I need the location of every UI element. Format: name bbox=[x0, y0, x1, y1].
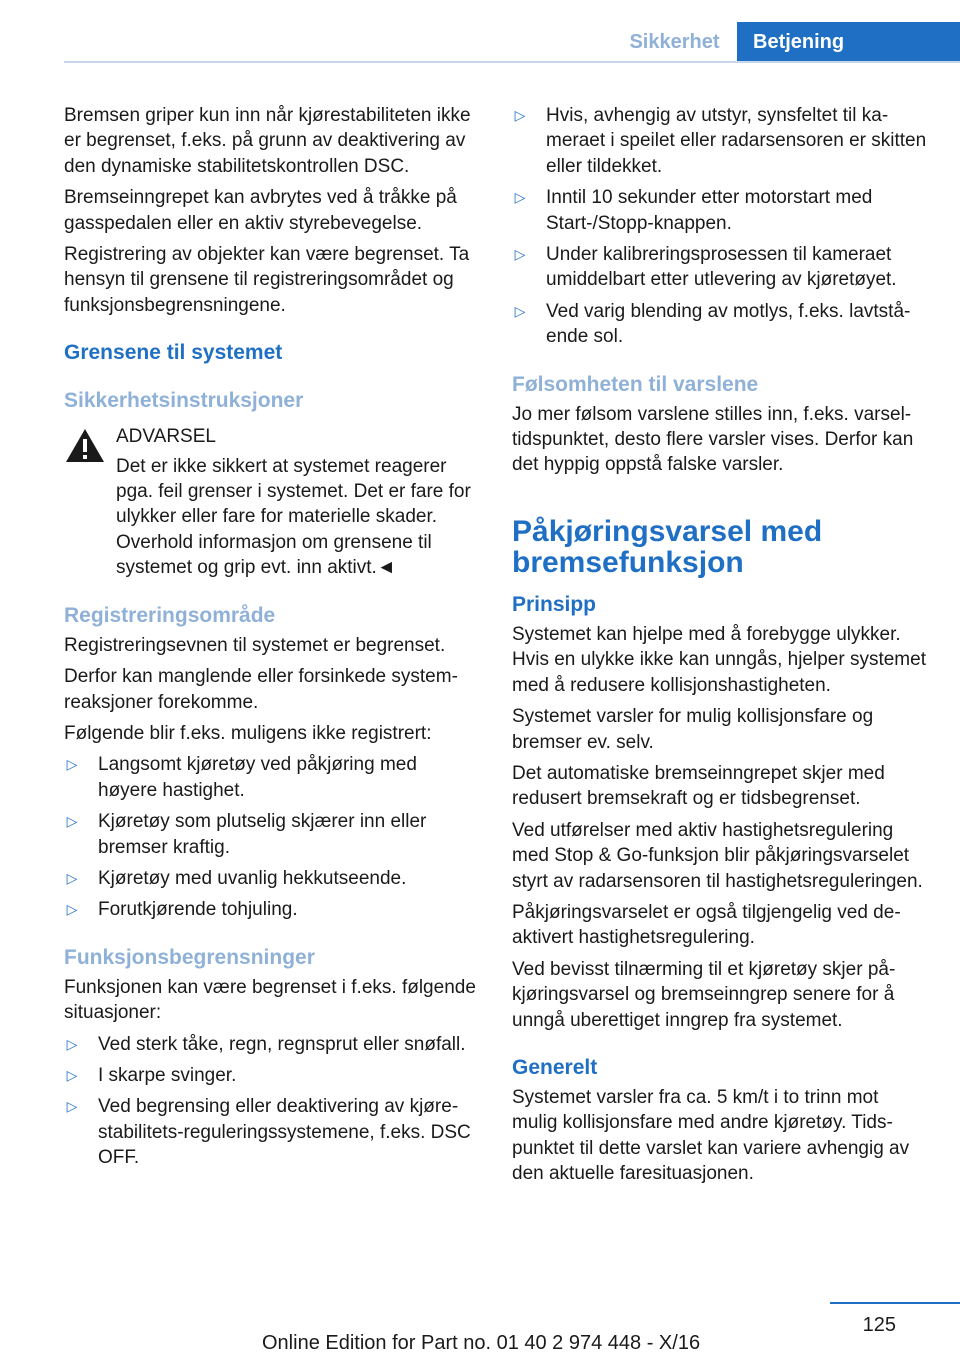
left-column bbox=[64, 103, 480, 1177]
triangle-bullet-icon: ▷ bbox=[66, 756, 78, 773]
heading-pakjoringsvarsel: Påkjøringsvarsel med bremsefunksjon bbox=[512, 514, 823, 579]
heading-prinsipp: Prinsipp bbox=[512, 592, 597, 616]
heading-registreringsomrade: Registreringsområde bbox=[64, 603, 276, 627]
triangle-bullet-icon: ▷ bbox=[514, 246, 526, 263]
tab-betjening[interactable]: Betjening bbox=[737, 22, 960, 63]
list-item: ▷ Forutkjørende tohjuling. bbox=[64, 897, 480, 922]
list-continued bbox=[512, 103, 928, 350]
tab-sikkerhet[interactable]: Sikkerhet bbox=[629, 31, 720, 53]
right-column bbox=[512, 103, 928, 1193]
paragraph: Ved bevisst tilnærming til et kjøretøy skjer påkjøringsvarsel og bremseinngrep senere for å unngå uberettiget inngrep fra systemet. bbox=[512, 958, 896, 1031]
triangle-bullet-icon: ▷ bbox=[66, 1066, 78, 1083]
heading-folsomheten: Følsomheten til varslene bbox=[512, 372, 759, 396]
paragraph: Det automatiske bremseinngrepet skjer med redusert bremsekraft og er tidsbegrenset. bbox=[512, 762, 885, 810]
list-item: ▷ Kjøretøy som plutselig skjærer inn eller bremser kraftig. bbox=[64, 809, 480, 860]
list-item: ▷ Langsomt kjøretøy ved påkjøring med høyere hastighet. bbox=[64, 752, 480, 803]
warning-title: ADVARSEL bbox=[116, 426, 216, 448]
triangle-bullet-icon: ▷ bbox=[66, 1035, 78, 1052]
triangle-bullet-icon: ▷ bbox=[514, 302, 526, 319]
heading-sikkerhetsinstruksjoner: Sikkerhetsinstruksjoner bbox=[64, 389, 304, 413]
warning-text: Det er ikke sikkert at systemet reagerer pga. feil grenser i systemet. Det er fare for ulykker eller fare for materielle skader. Overhold informasjon om grensene til systemet og grip evt. inn aktivt.◄ bbox=[116, 455, 471, 579]
paragraph: Følgende blir f.eks. muligens ikke registrert: bbox=[64, 722, 432, 744]
triangle-bullet-icon: ▷ bbox=[514, 189, 526, 206]
triangle-bullet-icon: ▷ bbox=[66, 813, 78, 830]
paragraph: Påkjøringsvarselet er også tilgjengelig ved deaktivert hastighetsregulering. bbox=[512, 901, 901, 949]
paragraph: Systemet varsler for mulig kollisjonsfare og bremser ev. selv. bbox=[512, 706, 874, 753]
triangle-bullet-icon: ▷ bbox=[514, 107, 526, 123]
triangle-bullet-icon: ▷ bbox=[66, 1098, 78, 1115]
heading-funksjonsbegrensninger: Funksjonsbegrensninger bbox=[64, 945, 315, 969]
list-registrering bbox=[64, 752, 480, 922]
list-item: ▷ I skarpe svinger. bbox=[64, 1063, 480, 1088]
paragraph: Registreringsevnen til systemet er begrenset. bbox=[64, 634, 446, 656]
list-item: ▷ Inntil 10 sekunder etter motorstart med Start-/Stopp-knappen. bbox=[512, 185, 928, 236]
footer-divider bbox=[830, 1302, 960, 1304]
paragraph: Funksjonen kan være begrenset i f.eks. følgende situasjoner: bbox=[64, 976, 476, 1024]
heading-generelt: Generelt bbox=[512, 1055, 598, 1079]
page-number: 125 bbox=[862, 1314, 896, 1336]
list-item: ▷ Ved begrensing eller deaktivering av kjørestabilitets-reguleringssystemene, f.eks. DSC OFF. bbox=[64, 1094, 480, 1170]
warning-icon bbox=[64, 427, 106, 464]
paragraph: Bremseinngrepet kan avbrytes ved å tråkke på gasspedalen eller en aktiv styrebevegelse. bbox=[64, 187, 457, 234]
list-item: ▷ Kjøretøy med uvanlig hekkutseende. bbox=[64, 866, 480, 891]
paragraph: Systemet kan hjelpe med å forebygge ulykker. Hvis en ulykke ikke kan unngås, hjelper systemet med å redusere kollisjonshastigheten. bbox=[512, 623, 926, 696]
paragraph: Jo mer følsom varslene stilles inn, f.eks. varseltidspunktet, desto flere varsler vises. Derfor kan det hyppig oppstå falske varsler. bbox=[512, 403, 914, 476]
paragraph: Derfor kan manglende eller forsinkede systemreaksjoner forekomme. bbox=[64, 666, 458, 713]
header-divider bbox=[64, 61, 960, 63]
heading-grensene: Grensene til systemet bbox=[64, 341, 283, 365]
list-item: ▷ Ved sterk tåke, regn, regnsprut eller snøfall. bbox=[64, 1032, 480, 1057]
paragraph: Ved utførelser med aktiv hastighetsregulering med Stop & Go-funksjon blir påkjøringsvarselet styrt av radarsensoren til hastighetsreguleringen. bbox=[512, 819, 923, 892]
paragraph: Bremsen griper kun inn når kjørestabiliteten ikke er begrenset, f.eks. på grunn av deaktivering av den dynamiske stabilitetskontrollen DSC. bbox=[64, 105, 471, 177]
triangle-bullet-icon: ▷ bbox=[66, 901, 78, 918]
list-item: ▷ Hvis, avhengig av utstyr, synsfeltet til kameraet i speilet eller radarsensoren er skitten eller tildekket. bbox=[512, 103, 928, 179]
list-item: ▷ Ved varig blending av motlys, f.eks. lavtstående sol. bbox=[512, 299, 928, 350]
paragraph: Systemet varsler fra ca. 5 km/t i to trinn mot mulig kollisjonsfare med andre kjøretøy. Tidspunktet til dette varslet kan variere avhengig av den aktuelle faresituasjonen. bbox=[512, 1086, 910, 1185]
paragraph: Registrering av objekter kan være begrenset. Ta hensyn til grensene til registreringsområdet og funksjonsbegrensningene. bbox=[64, 244, 470, 316]
triangle-bullet-icon: ▷ bbox=[66, 869, 78, 886]
list-item: ▷ Under kalibreringsprosessen til kameraet umiddelbart etter utlevering av kjøretøyet. bbox=[512, 242, 928, 293]
edition-text: Online Edition for Part no. 01 40 2 974 448 - X/16 bbox=[262, 1332, 701, 1354]
list-funksjon bbox=[64, 1032, 480, 1171]
warning-box bbox=[64, 424, 480, 580]
